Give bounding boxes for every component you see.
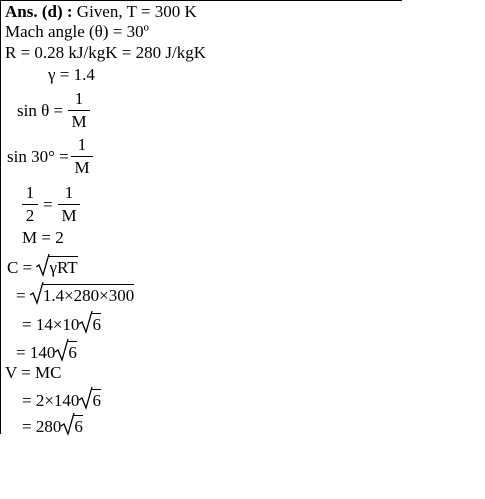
radical-sign-icon (30, 281, 44, 305)
equals-sign: = (22, 315, 32, 334)
denominator: M (74, 158, 90, 177)
answer-label: Ans. (d) : (5, 2, 73, 21)
coefficient: 140 (29, 343, 56, 362)
coefficient: 280 (35, 417, 62, 436)
sqrt-values: 1.4×280×300 (30, 284, 134, 306)
fraction-one-half (22, 184, 38, 225)
sin-theta-label: sin θ = (17, 101, 64, 120)
sqrt-six: 6 (79, 313, 101, 335)
fraction-one-over-m-1 (68, 90, 90, 131)
radical-sign-icon (61, 412, 75, 436)
fraction-bar (71, 156, 93, 157)
numerator: 1 (77, 135, 87, 154)
sound-speed-substitution (16, 284, 134, 306)
numerator: 1 (64, 183, 74, 202)
given-temperature: Given, T = 300 K (72, 2, 197, 21)
denominator: M (71, 112, 87, 131)
coefficient: 2×140 (35, 391, 80, 410)
denominator: 2 (25, 206, 35, 225)
fraction-one-over-m-3 (58, 184, 80, 225)
sin30-label: sin 30° = (7, 147, 69, 166)
velocity-result (22, 415, 83, 437)
radical-sign-icon (79, 386, 93, 410)
numerator: 1 (74, 89, 84, 108)
answer-line (5, 2, 197, 22)
sound-speed-formula (7, 256, 78, 278)
mach-angle-line: Mach angle (θ) = 30º (5, 22, 149, 41)
gamma-line: γ = 1.4 (48, 65, 95, 84)
mach-number-result: M = 2 (22, 228, 64, 247)
equals-sign: = (16, 343, 26, 362)
sqrt-gamma-rt: γRT (36, 256, 77, 278)
fraction-bar (22, 204, 38, 205)
frame-left-border (0, 0, 1, 434)
equals-sign: = (16, 286, 26, 305)
fraction-bar (68, 110, 90, 111)
c-equals: C = (7, 258, 33, 277)
fraction-bar (58, 204, 80, 205)
sqrt-six: 6 (61, 415, 83, 437)
sqrt-six: 6 (55, 341, 77, 363)
numerator: 1 (25, 183, 35, 202)
coefficient: 14×10 (35, 315, 80, 334)
equals-sign: = (43, 195, 53, 214)
gas-constant-line: R = 0.28 kJ/kgK = 280 J/kgK (5, 43, 206, 62)
fraction-one-over-m-2 (71, 136, 93, 177)
frame-top-border (0, 0, 402, 1)
velocity-substitution (22, 389, 101, 411)
sqrt-six: 6 (79, 389, 101, 411)
denominator: M (61, 206, 77, 225)
sound-speed-simplified-2 (16, 341, 77, 363)
equals-sign: = (22, 417, 32, 436)
sound-speed-simplified-1 (22, 313, 101, 335)
velocity-formula: V = MC (5, 363, 62, 382)
radical-sign-icon (36, 253, 50, 277)
radical-sign-icon (55, 338, 69, 362)
equals-sign: = (22, 391, 32, 410)
radical-sign-icon (79, 310, 93, 334)
